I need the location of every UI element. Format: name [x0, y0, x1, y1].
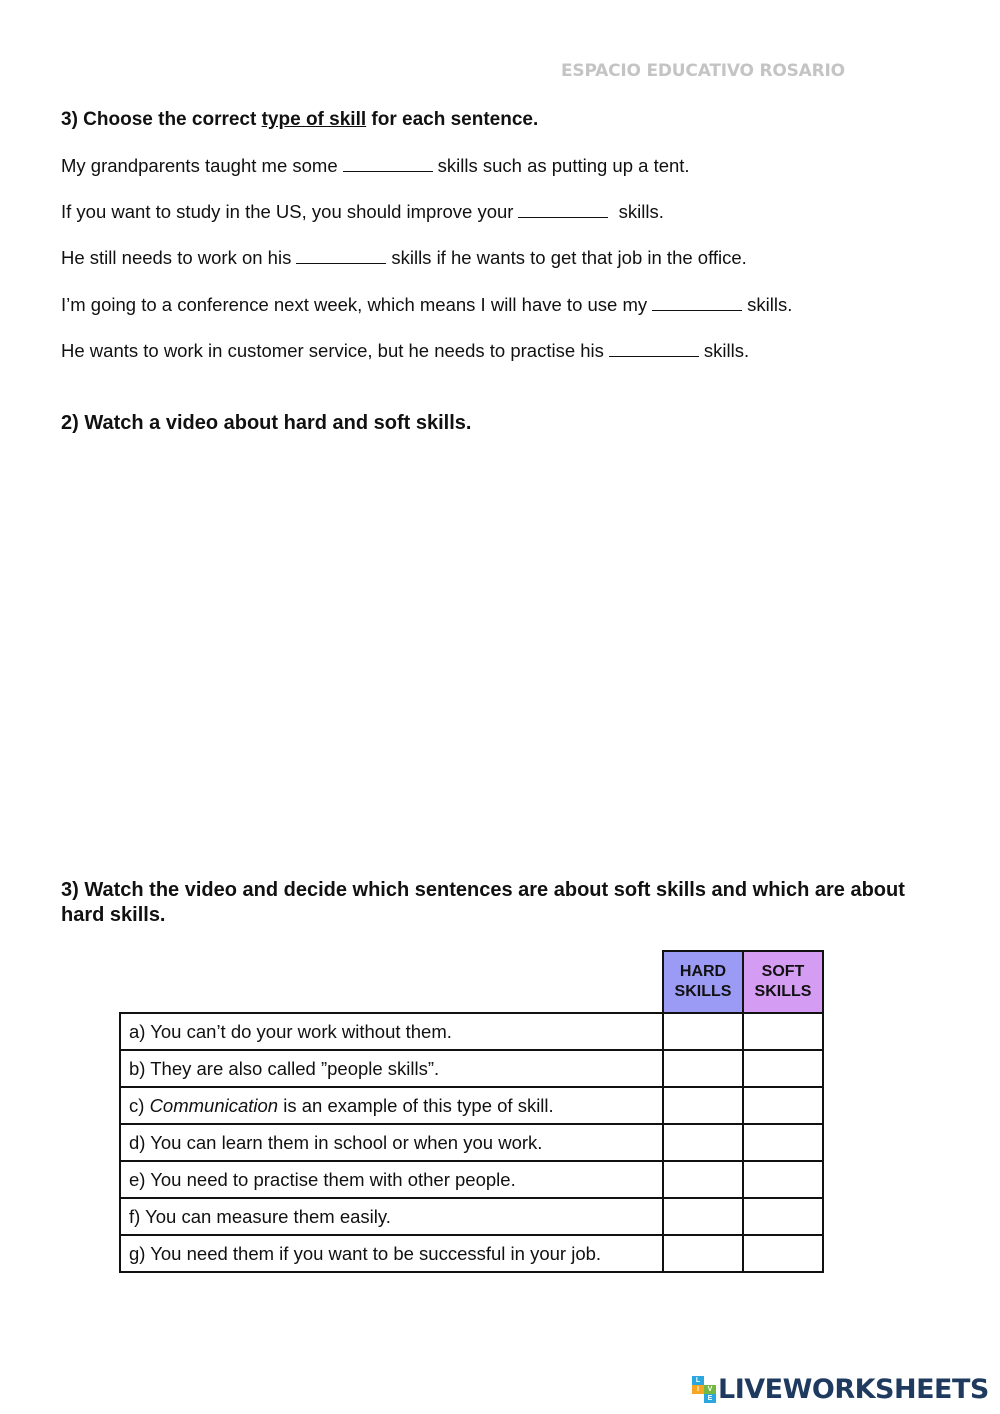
row-e-label: e) You need to practise them with other people.	[120, 1161, 663, 1198]
liveworksheets-logo[interactable]	[692, 1374, 989, 1405]
row-a-label: a) You can’t do your work without them.	[120, 1013, 663, 1050]
row-e-soft-cell[interactable]	[743, 1161, 823, 1198]
section-1-title-start: 3) Choose the correct	[61, 109, 262, 130]
table-header-row	[120, 951, 823, 1013]
row-d-hard-cell[interactable]	[663, 1124, 743, 1161]
table-row	[120, 1087, 823, 1124]
table-row	[120, 1013, 823, 1050]
row-a-hard-cell[interactable]	[663, 1013, 743, 1050]
school-header: ESPACIO EDUCATIVO ROSARIO	[561, 61, 845, 81]
logo-spacer-top	[704, 1376, 716, 1385]
row-c-suffix: is an example of this type of skill.	[278, 1094, 554, 1116]
table-corner	[120, 951, 663, 1013]
sentence-1-blank[interactable]	[343, 156, 433, 172]
row-c-hard-cell[interactable]	[663, 1087, 743, 1124]
video-placeholder[interactable]	[61, 445, 941, 855]
row-e-hard-cell[interactable]	[663, 1161, 743, 1198]
section-1-title-end: for each sentence.	[366, 109, 539, 130]
table-row	[120, 1198, 823, 1235]
section-3-title: 3) Watch the video and decide which sentences are about soft skills and which are about hard skills.	[61, 879, 905, 926]
sentence-2-blank[interactable]	[518, 202, 608, 218]
soft-header-line2: SKILLS	[754, 983, 812, 1000]
sentence-3-end: skills if he wants to get that job in the office.	[391, 247, 747, 268]
soft-header-line1: SOFT	[761, 963, 805, 980]
row-d-soft-cell[interactable]	[743, 1124, 823, 1161]
row-f-label: f) You can measure them easily.	[120, 1198, 663, 1235]
sentence-5-blank[interactable]	[609, 341, 699, 357]
sentence-3-blank[interactable]	[296, 248, 386, 264]
sentence-3	[61, 247, 747, 269]
sentence-4	[61, 294, 792, 316]
hard-header-line1: HARD	[679, 963, 727, 980]
table-row	[120, 1050, 823, 1087]
table-row	[120, 1161, 823, 1198]
table-row	[120, 1124, 823, 1161]
row-a-soft-cell[interactable]	[743, 1013, 823, 1050]
sentence-4-blank[interactable]	[652, 295, 742, 311]
row-c-italic: Communication	[149, 1094, 279, 1116]
row-f-soft-cell[interactable]	[743, 1198, 823, 1235]
sentence-3-start: He still needs to work on his	[61, 247, 292, 268]
sentence-1-end: skills such as putting up a tent.	[437, 155, 690, 176]
sentence-2-start: If you want to study in the US, you should improve your	[61, 201, 514, 222]
logo-letter-v: V	[704, 1385, 716, 1394]
row-b-label: b) They are also called ”people skills”.	[120, 1050, 663, 1087]
sentence-2-end: skills.	[613, 201, 664, 222]
logo-letter-l: L	[692, 1376, 704, 1385]
row-d-label: d) You can learn them in school or when you work.	[120, 1124, 663, 1161]
row-c-soft-cell[interactable]	[743, 1087, 823, 1124]
section-1-title-underlined: type of skill	[261, 109, 367, 130]
section-1-title	[61, 109, 538, 131]
row-g-label: g) You need them if you want to be successful in your job.	[120, 1235, 663, 1272]
row-g-hard-cell[interactable]	[663, 1235, 743, 1272]
logo-letter-i: I	[692, 1385, 704, 1394]
section-2-title: 2) Watch a video about hard and soft skills.	[61, 412, 472, 434]
table-row	[120, 1235, 823, 1272]
hard-header-line2: SKILLS	[674, 983, 732, 1000]
sentence-5	[61, 340, 749, 362]
row-g-soft-cell[interactable]	[743, 1235, 823, 1272]
liveworksheets-icon	[692, 1376, 716, 1403]
sentence-1	[61, 155, 690, 177]
sentence-1-start: My grandparents taught me some	[61, 155, 338, 176]
row-b-soft-cell[interactable]	[743, 1050, 823, 1087]
hard-skills-header	[663, 951, 743, 1013]
row-c-label	[120, 1087, 663, 1124]
logo-letter-e: E	[704, 1394, 716, 1403]
sentence-2	[61, 201, 664, 223]
sentence-5-end: skills.	[703, 340, 750, 361]
sentence-4-start: I’m going to a conference next week, which means I will have to use my	[61, 294, 648, 315]
skills-table	[119, 950, 824, 1273]
row-f-hard-cell[interactable]	[663, 1198, 743, 1235]
sentence-4-end: skills.	[747, 294, 793, 315]
row-b-hard-cell[interactable]	[663, 1050, 743, 1087]
liveworksheets-wordmark: LIVEWORKSHEETS	[718, 1374, 989, 1405]
sentence-5-start: He wants to work in customer service, but he needs to practise his	[61, 340, 604, 361]
soft-skills-header	[743, 951, 823, 1013]
row-c-prefix: c)	[129, 1094, 150, 1116]
logo-spacer-bottom	[692, 1394, 704, 1403]
